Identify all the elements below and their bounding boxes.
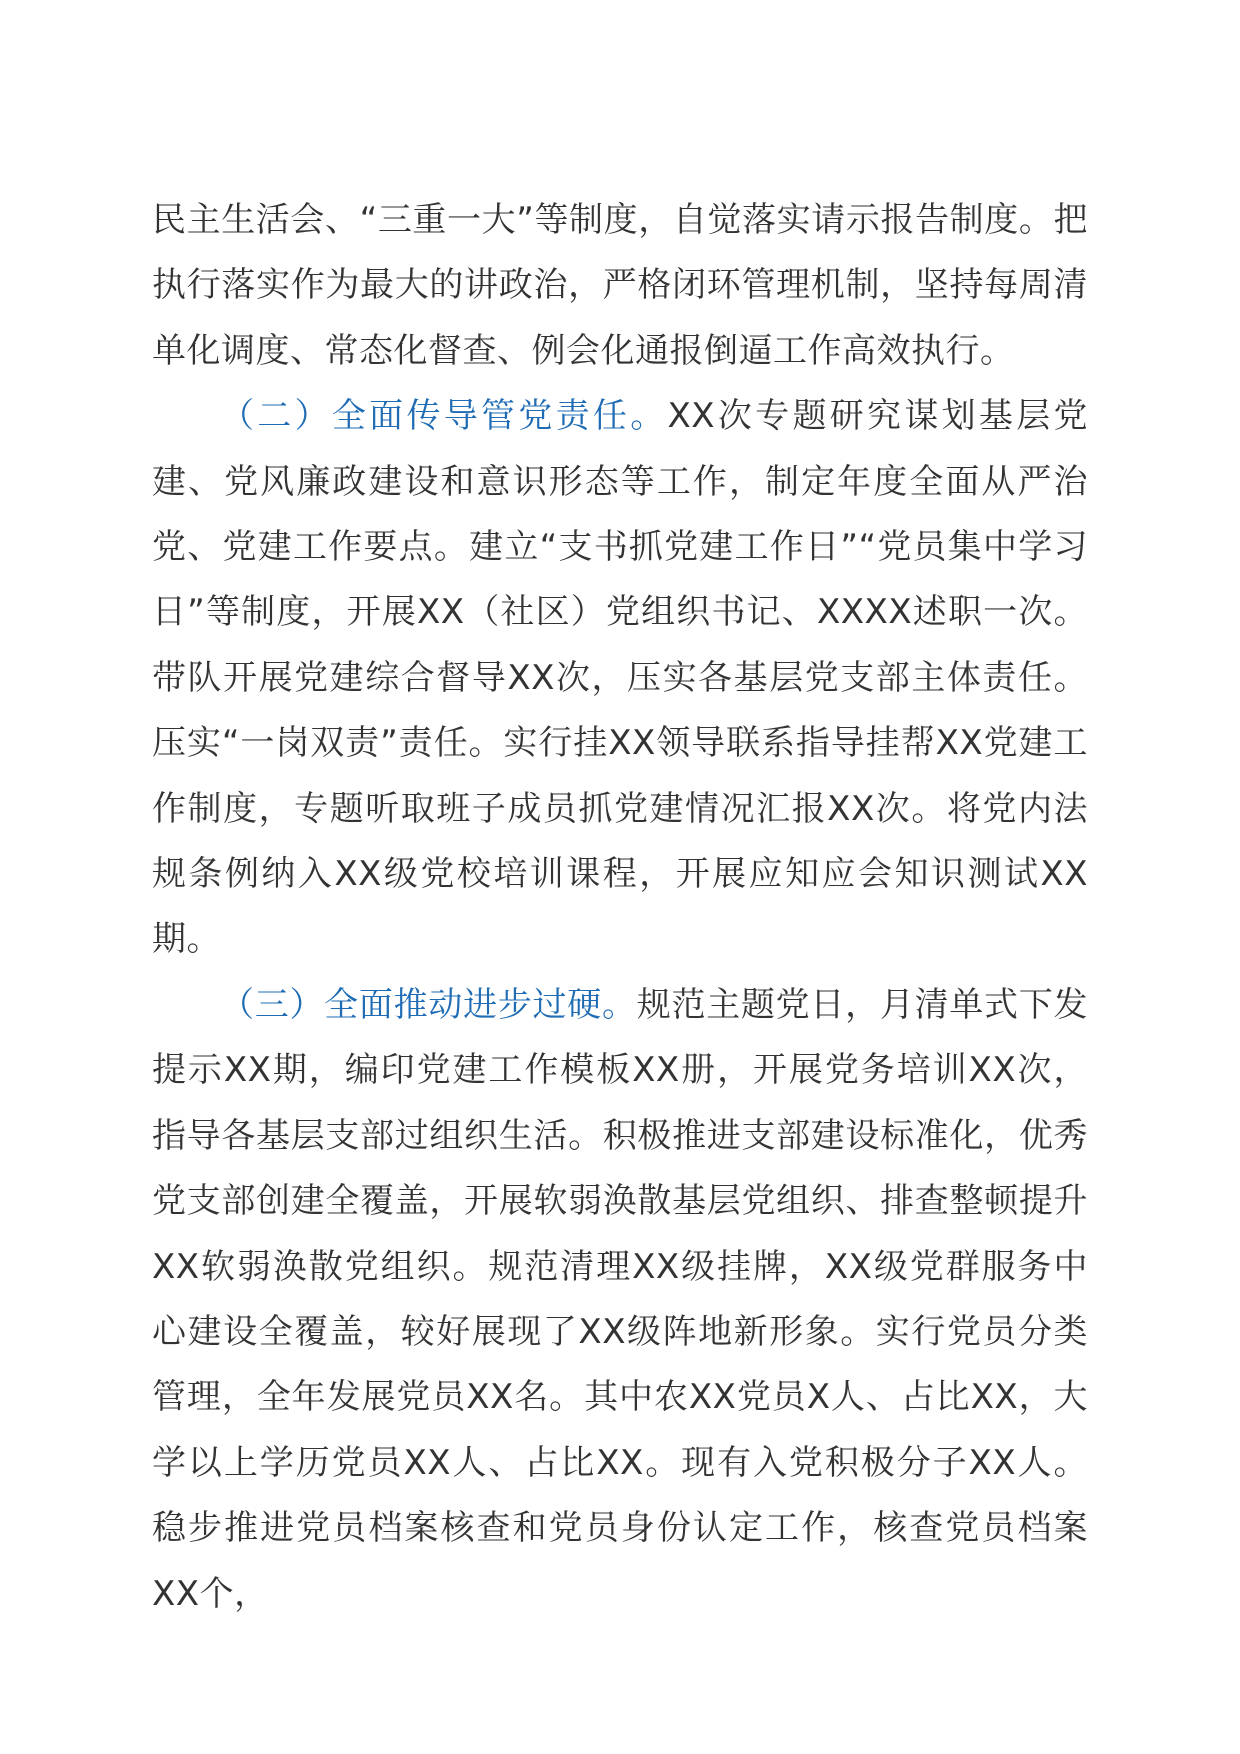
paragraph-body: 规范主题党日，月清单式下发提示XX期，编印党建工作模板XX册，开展党务培训XX次，指导各基层支部过组织生活。积极推进支部建设标准化，优秀党支部创建全覆盖，开展软弱涣散基层党组织、排查整顿提升XX软弱涣散党组织。规范清理XX级挂牌，XX级党群服务中心建设全覆盖，较好展现了XX级阵地新形象。实行党员分类管理，全年发展党员XX名。其中农XX党员X人、占比XX，大学以上学历党员XX人、占比XX。现有入党积极分子XX人。稳步推进党员档案核查和党员身份认定工作，核查党员档案XX个， xyxy=(152,984,1088,1614)
document-page xyxy=(152,188,1088,1627)
paragraph-section-3 xyxy=(152,973,1088,1627)
section-heading: （三）全面推动进步过硬。 xyxy=(220,984,637,1025)
paragraph-body: XX次专题研究谋划基层党建、党风廉政建设和意识形态等工作，制定年度全面从严治党、党建工作要点。建立“支书抓党建工作日”“党员集中学习日”等制度，开展XX（社区）党组织书记、XXXX述职一次。带队开展党建综合督导XX次，压实各基层党支部主体责任。压实“一岗双责”责任。实行挂XX领导联系指导挂帮XX党建工作制度，专题听取班子成员抓党建情况汇报XX次。将党内法规条例纳入XX级党校培训课程，开展应知应会知识测试XX期。 xyxy=(152,396,1088,960)
section-heading: （二）全面传导管党责任。 xyxy=(220,396,668,437)
paragraph-body: 民主生活会、“三重一大”等制度，自觉落实请示报告制度。把执行落实作为最大的讲政治，严格闭环管理机制，坚持每周清单化调度、常态化督查、例会化通报倒逼工作高效执行。 xyxy=(152,200,1088,371)
paragraph-section-2 xyxy=(152,384,1088,973)
paragraph-continuation xyxy=(152,188,1088,384)
